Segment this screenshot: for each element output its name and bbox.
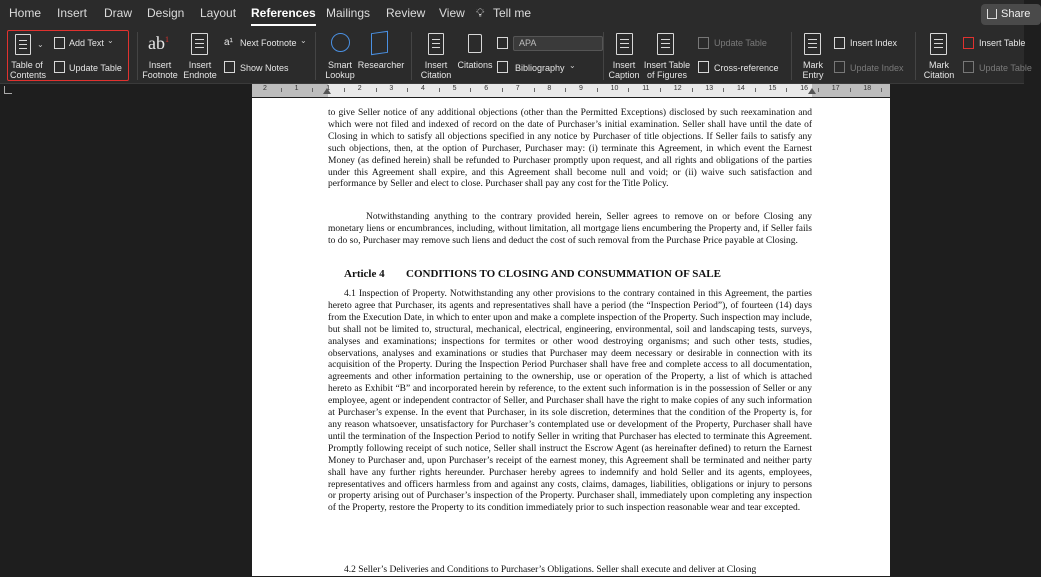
ruler-tick — [660, 88, 661, 92]
insert-citation-icon[interactable] — [428, 33, 444, 55]
insert-index-icon — [834, 37, 845, 49]
paragraph-title-objections: to give Seller notice of any additional objections (other than the Permitted Exceptions) disclosed by such reexamination and which were not filed and indexed of record on the date of Purchaser’s initial examination. Seller shall have until the date of Closing in which to satisfy all objections specified in any notice by Purchaser of title objections. If Seller fails to satisfy any such objections, then, at the option of Purchaser, Purchaser may: (i) terminate this Agreement, in which event the Earnest Money (as defined herein) shall be refunded to Purchaser promptly upon request, and all rights and obligations of the parties under this Agreement shall expire, and this Agreement shall become null and void; or (ii) waive such satisfaction and performance by Seller and elect to close. Purchaser shall pay any cost for the Title Policy. — [328, 108, 812, 190]
ribbon-separator — [411, 32, 412, 80]
horizontal-ruler[interactable] — [252, 84, 890, 97]
citation-style-select[interactable] — [513, 36, 603, 51]
update-table-button[interactable]: Update Table — [69, 63, 122, 73]
ribbon-separator — [137, 32, 138, 80]
tab-review[interactable]: Review — [386, 6, 426, 20]
ruler-tick — [407, 88, 408, 92]
cross-reference-icon — [698, 61, 709, 73]
insert-table-of-authorities-button[interactable]: Insert Table — [979, 38, 1026, 48]
toc-label-1: Table of — [11, 60, 43, 70]
insert-citation-label-2: Citation — [420, 70, 452, 80]
ruler-number: 13 — [705, 85, 714, 92]
tell-me-lightbulb-icon: 💡︎ — [476, 6, 485, 20]
ruler-tick — [534, 88, 535, 92]
insert-caption-button[interactable] — [606, 60, 642, 80]
insert-footnote-label-2: Footnote — [142, 70, 178, 80]
update-table-captions-button[interactable]: Update Table — [714, 38, 767, 48]
smart-lookup-label-1: Smart — [327, 60, 352, 70]
ruler-number: 16 — [800, 85, 808, 92]
ruler-tick — [470, 88, 471, 92]
toc-chevron-down-icon[interactable]: ⌄ — [37, 40, 44, 49]
ruler-tick — [628, 88, 629, 92]
tab-mailings[interactable]: Mailings — [326, 6, 371, 20]
ruler-tick — [281, 88, 282, 92]
ribbon-separator — [603, 32, 604, 80]
insert-index-button[interactable]: Insert Index — [850, 38, 898, 48]
mark-citation-icon[interactable] — [930, 33, 947, 55]
ruler-tick — [597, 88, 598, 92]
tab-view[interactable]: View — [439, 6, 465, 20]
tab-home[interactable]: Home — [9, 6, 42, 20]
next-footnote-icon: a¹ — [224, 37, 233, 48]
insert-footnote-button[interactable] — [142, 60, 178, 80]
smart-lookup-label-2: Lookup — [325, 70, 355, 80]
tab-stop-selector-icon[interactable] — [4, 86, 12, 94]
ruler-tick — [850, 88, 851, 92]
tab-design[interactable]: Design — [147, 6, 185, 20]
smart-lookup-button[interactable] — [322, 60, 358, 80]
insert-table-of-authorities-icon — [963, 37, 974, 49]
ruler-right-margin — [812, 84, 890, 97]
document-page[interactable] — [252, 98, 890, 576]
ruler-number: 4 — [421, 85, 425, 92]
tab-references[interactable]: References — [251, 6, 316, 20]
ruler-tick — [692, 88, 693, 92]
ruler-tick — [881, 88, 882, 92]
update-table-captions-icon — [698, 37, 709, 49]
insert-table-of-figures-label-2: of Figures — [646, 70, 688, 80]
insert-table-of-figures-label-1: Insert Table — [643, 60, 691, 70]
ruler-number: 3 — [389, 85, 394, 92]
next-footnote-button[interactable]: Next Footnote — [240, 38, 297, 48]
toc-label-2: Contents — [10, 70, 47, 80]
ruler-tick — [502, 88, 503, 92]
ruler-number: 14 — [737, 85, 745, 92]
update-table-of-authorities-button[interactable]: Update Table — [979, 63, 1032, 73]
researcher-book-icon[interactable] — [371, 31, 388, 55]
mark-citation-label-1: Mark — [929, 60, 949, 70]
update-index-button[interactable]: Update Index — [850, 63, 904, 73]
ribbon-tabs — [0, 0, 1031, 28]
ruler-tick — [755, 88, 756, 92]
mark-entry-label-2: Entry — [802, 70, 824, 80]
ruler-number: 1 — [326, 85, 331, 92]
ruler-tick — [344, 88, 345, 92]
toc-group-highlight — [7, 30, 129, 81]
ruler-number: 8 — [547, 85, 552, 92]
style-icon — [497, 37, 508, 49]
ruler-tick — [786, 88, 787, 92]
share-button[interactable] — [981, 4, 1041, 25]
show-notes-icon — [224, 61, 235, 73]
paragraph-liens: Notwithstanding anything to the contrary provided herein, Seller agrees to remove on or before Closing any monetary liens or encumbrances, including, without limitation, all mortgage liens encumbering the Property and, if Seller fails to do so, Purchaser may remove such liens and deduct the cost of such removal from the Purchase Price payable at Closing. — [328, 212, 812, 246]
smart-lookup-magnifier-icon[interactable] — [331, 33, 350, 52]
ruler-number: 17 — [831, 85, 840, 92]
article-heading — [344, 268, 721, 280]
cross-reference-button[interactable]: Cross-reference — [714, 63, 779, 73]
update-index-icon — [834, 61, 845, 73]
mark-citation-button[interactable] — [921, 60, 957, 80]
paragraph-deliveries: 4.2 Seller’s Deliveries and Conditions to Purchaser’s Obligations. Seller shall execute and deliver at Closing — [344, 565, 757, 575]
next-footnote-chevron-down-icon[interactable]: ⌄ — [300, 36, 307, 45]
bibliography-button[interactable]: Bibliography — [515, 63, 565, 73]
insert-citation-button[interactable] — [418, 60, 454, 80]
ruler-number: 18 — [863, 85, 872, 92]
ruler-number: 1 — [294, 85, 299, 92]
ruler-tick — [723, 88, 724, 92]
citations-book-icon[interactable] — [468, 34, 482, 53]
add-text-chevron-down-icon[interactable]: ⌄ — [107, 36, 114, 45]
insert-table-of-figures-button[interactable] — [643, 60, 691, 80]
insert-citation-label-1: Insert — [424, 60, 448, 70]
paragraph-inspection: 4.1 Inspection of Property. Notwithstanding any other provisions to the contrary contained in this Agreement, the parties hereto agree that Purchaser, its agents and representatives shall have a period (the “Inspection Period”), of fourteen (14) days from the Execution Date, in which to enter upon and make a complete inspection of the Property. Such inspection may include, but shall not be limited to, structural, mechanical, electrical, engineering, environmental, soil and landscaping tests, surveys, analyses and examinations; inspections for termites or other wood destroying organisms; and such other tests, studies, observations, analyses and examinations or studies that Purchaser may deem necessary or desirable in connection with its acquisition of the Property. During the Inspection Period Purchaser shall have free and complete access to all documentation, agreements and other information pertaining to the ownership, use or operation of the Property, a list of which is attached hereto as Exhibit “B” and incorporated herein by reference, to the extent such information is in the possession of Seller or any employee, agent or independent contractor of Seller, and Purchaser shall have the right to make copies of any such information at Purchaser’s expense. In the event that Purchaser, in its sole discretion, determines that the condition of the Property is, for any reason whatsoever, unsatisfactory for Purchaser’s contemplated use or development of the Property, Purchaser shall have until the termination of the Inspection Period to notify Seller in writing that Purchaser has elected to terminate this Agreement. Promptly following receipt of such notice, Seller shall instruct the Escrow Agent (as hereinafter defined) to return the Earnest Money to Purchaser and, upon Purchaser’s receipt of the earnest money, this Agreement shall be terminated and neither party shall have any further rights hereunder. Purchaser hereby agrees to indemnify and hold Seller and its agents, employees, representatives and officers harmless from and against any costs, claims, damages, liabilities, obligations or injury to persons or property arising out of Purchaser’s inspection of the Property. Purchaser shall, immediately upon completing any inspection of the Property, restore the Property to its condition immediately prior to such inspection reasonable wear and tear excepted. — [328, 289, 812, 514]
ruler-number: 5 — [452, 85, 457, 92]
ribbon-separator — [791, 32, 792, 80]
insert-endnote-button[interactable] — [182, 60, 218, 80]
tab-layout[interactable]: Layout — [200, 6, 237, 20]
tab-insert[interactable]: Insert — [57, 6, 88, 20]
update-table-of-authorities-icon — [963, 61, 974, 73]
insert-caption-label-2: Caption — [608, 70, 640, 80]
ruler-number: 6 — [484, 85, 489, 92]
ruler-right-indent-marker[interactable] — [808, 88, 816, 94]
ruler-number: 2 — [357, 85, 362, 92]
ribbon-separator — [315, 32, 316, 80]
share-icon — [987, 9, 997, 19]
tell-me-search[interactable]: Tell me — [493, 6, 532, 20]
article-title: CONDITIONS TO CLOSING AND CONSUMMATION OF SALE — [406, 268, 721, 280]
mark-entry-label-1: Mark — [803, 60, 823, 70]
insert-caption-icon[interactable] — [616, 33, 633, 55]
insert-footnote-label-1: Insert — [148, 60, 172, 70]
ruler-number: 2 — [263, 85, 267, 92]
mark-entry-icon[interactable] — [804, 33, 821, 55]
ruler-tick — [565, 88, 566, 92]
ruler-number: 10 — [610, 85, 619, 92]
researcher-button[interactable]: Researcher — [357, 60, 405, 70]
insert-endnote-label-1: Insert — [188, 60, 212, 70]
bibliography-chevron-down-icon[interactable]: ⌄ — [569, 61, 576, 70]
add-text-button[interactable]: Add Text — [69, 38, 104, 48]
ruler-number: 11 — [642, 85, 650, 92]
article-number: Article 4 — [344, 268, 385, 280]
insert-endnote-icon[interactable] — [191, 33, 208, 55]
ruler-number: 9 — [579, 85, 583, 92]
ruler-tick — [818, 88, 819, 92]
ruler-tick — [439, 88, 440, 92]
ruler-indent-marker[interactable] — [323, 88, 331, 94]
tab-draw[interactable]: Draw — [104, 6, 133, 20]
ribbon-separator — [915, 32, 916, 80]
citation-style-value: APA — [519, 38, 537, 48]
mark-citation-label-2: Citation — [923, 70, 955, 80]
ruler-tick — [312, 88, 313, 92]
insert-endnote-label-2: Endnote — [183, 70, 217, 80]
mark-entry-button[interactable] — [796, 60, 830, 80]
ruler-number: 15 — [768, 85, 777, 92]
bibliography-icon — [497, 61, 508, 73]
ruler-number: 7 — [515, 85, 520, 92]
insert-footnote-icon[interactable]: $ab^1$ — [148, 33, 169, 53]
ruler-number: 12 — [673, 85, 682, 92]
citations-button[interactable]: Citations — [457, 60, 493, 70]
show-notes-button[interactable]: Show Notes — [240, 63, 289, 73]
insert-table-of-figures-icon[interactable] — [657, 33, 674, 55]
ruler-tick — [376, 88, 377, 92]
insert-caption-label-1: Insert — [612, 60, 636, 70]
share-label: Share — [1001, 8, 1031, 20]
